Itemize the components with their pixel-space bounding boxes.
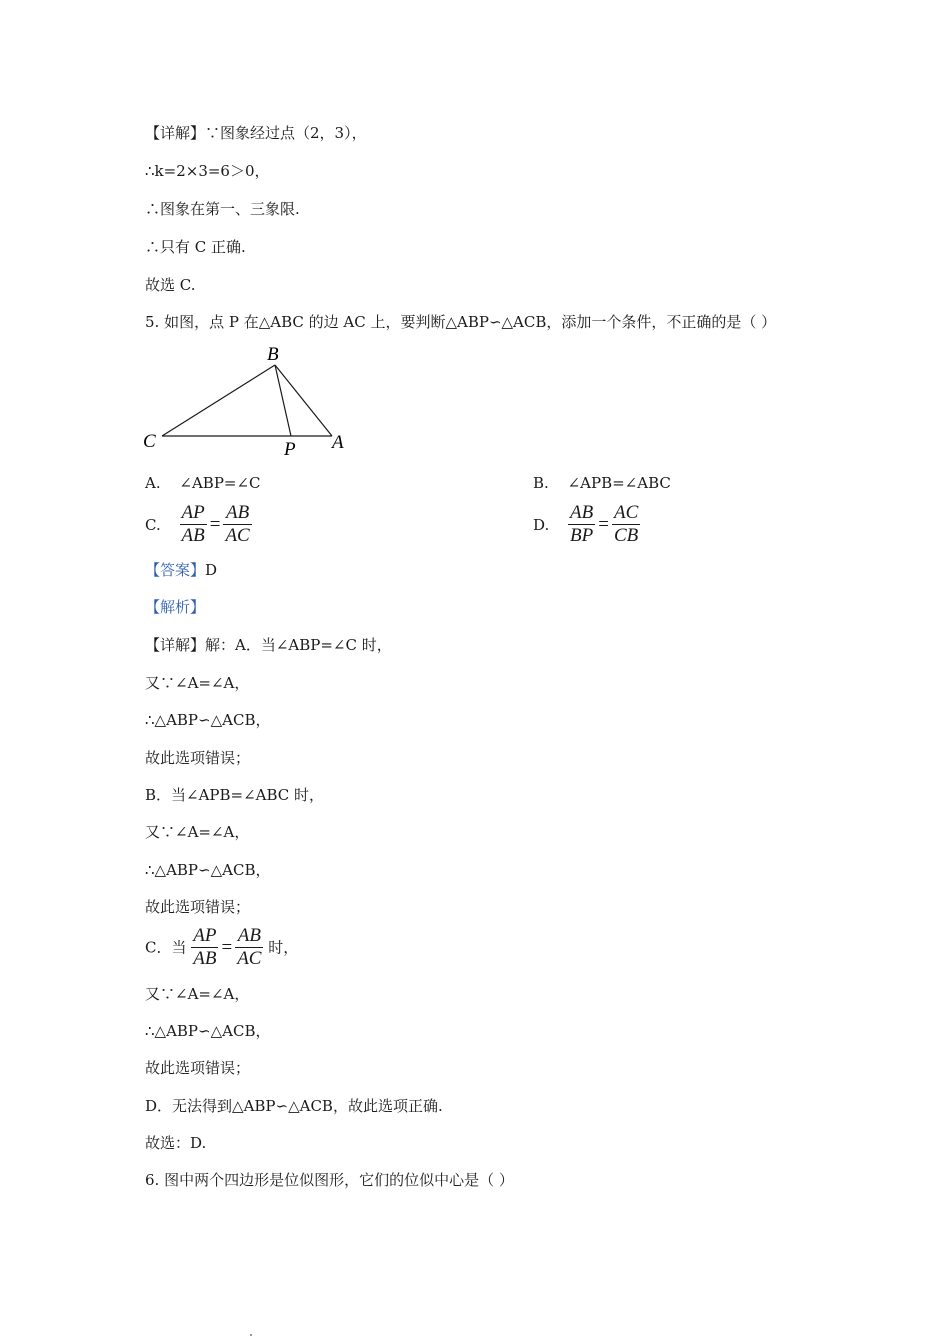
frac-numerator: AC	[613, 502, 639, 523]
label-c: C	[143, 431, 156, 452]
option-a	[145, 473, 261, 493]
question-5: 5. 如图，点 P 在△ABC 的边 AC 上，要判断△ABP∽△ACB，添加一个条件，不正确的是（ ）	[145, 313, 777, 331]
line-only-c: ∴只有 C 正确.	[145, 238, 246, 256]
segment-cb	[162, 365, 275, 436]
line-choose-c: 故选 C.	[145, 276, 196, 294]
option-d-label: D.	[533, 515, 550, 534]
answer-value: D	[205, 561, 218, 579]
detail-line-10: 又∵∠A=∠A，	[145, 985, 250, 1003]
analysis-tag: 【解析】	[145, 598, 206, 616]
option-c-frac2	[223, 502, 251, 547]
option-c	[145, 502, 252, 547]
detail-line-c	[145, 925, 298, 970]
option-d-frac1	[568, 502, 595, 547]
frac-numerator: AB	[235, 925, 263, 948]
label-p: P	[284, 439, 296, 460]
option-d	[533, 502, 640, 547]
detail-c-suffix: 时，	[268, 938, 299, 957]
frac-denominator: CB	[613, 525, 639, 546]
detail-line-5: B．当∠APB=∠ABC 时，	[145, 786, 325, 804]
page-dot	[250, 1334, 252, 1336]
option-b-text: ∠APB=∠ABC	[567, 474, 671, 492]
detail-line-1: 【详解】解：A．当∠ABP=∠C 时，	[145, 636, 392, 654]
line-k-value: ∴k=2×3=6＞0，	[145, 162, 270, 180]
option-b-label: B.	[533, 474, 549, 492]
detail-line-14: 故选：D.	[145, 1134, 207, 1152]
option-d-frac2	[612, 502, 640, 547]
frac-denominator: AB	[181, 525, 205, 546]
frac-denominator: AC	[237, 948, 262, 969]
frac-denominator: AC	[225, 525, 250, 546]
option-b	[533, 473, 671, 493]
question-6: 6. 图中两个四边形是位似图形，它们的位似中心是（ ）	[145, 1171, 514, 1189]
detail-line-8: 故此选项错误；	[145, 898, 251, 916]
detail-line-2: 又∵∠A=∠A，	[145, 674, 250, 692]
frac-denominator: AB	[193, 948, 217, 969]
answer-line	[145, 560, 217, 580]
label-a: A	[332, 432, 344, 453]
frac-numerator: AB	[570, 502, 594, 523]
equals-sign: =	[221, 936, 233, 958]
detail-line-6: 又∵∠A=∠A，	[145, 823, 250, 841]
detail-line-4: 故此选项错误；	[145, 749, 251, 767]
frac-numerator: AB	[223, 502, 251, 525]
option-a-text: ∠ABP=∠C	[179, 474, 261, 492]
detail-c-prefix: C．当	[145, 938, 187, 957]
detail-line-7: ∴△ABP∽△ACB，	[145, 861, 271, 879]
option-a-label: A.	[145, 474, 161, 492]
detail-c-frac1	[191, 925, 218, 970]
frac-numerator: AP	[181, 502, 205, 523]
equals-sign: =	[209, 513, 221, 535]
label-b: B	[267, 344, 279, 365]
option-c-label: C.	[145, 515, 161, 534]
detail-c-frac2	[235, 925, 263, 970]
equals-sign: =	[598, 513, 609, 535]
option-c-frac1	[180, 502, 207, 547]
detail-line-13: D．无法得到△ABP∽△ACB，故此选项正确.	[145, 1097, 443, 1115]
detail-line-11: ∴△ABP∽△ACB，	[145, 1022, 271, 1040]
detail-line-3: ∴△ABP∽△ACB，	[145, 711, 271, 729]
line-detail-intro: 【详解】∵图象经过点（2，3），	[145, 124, 367, 142]
detail-line-12: 故此选项错误；	[145, 1059, 251, 1077]
triangle-figure	[140, 340, 360, 465]
line-quadrants: ∴图象在第一、三象限.	[145, 200, 300, 218]
frac-numerator: AP	[193, 925, 217, 946]
frac-denominator: BP	[570, 525, 594, 546]
answer-tag: 【答案】	[145, 561, 206, 579]
